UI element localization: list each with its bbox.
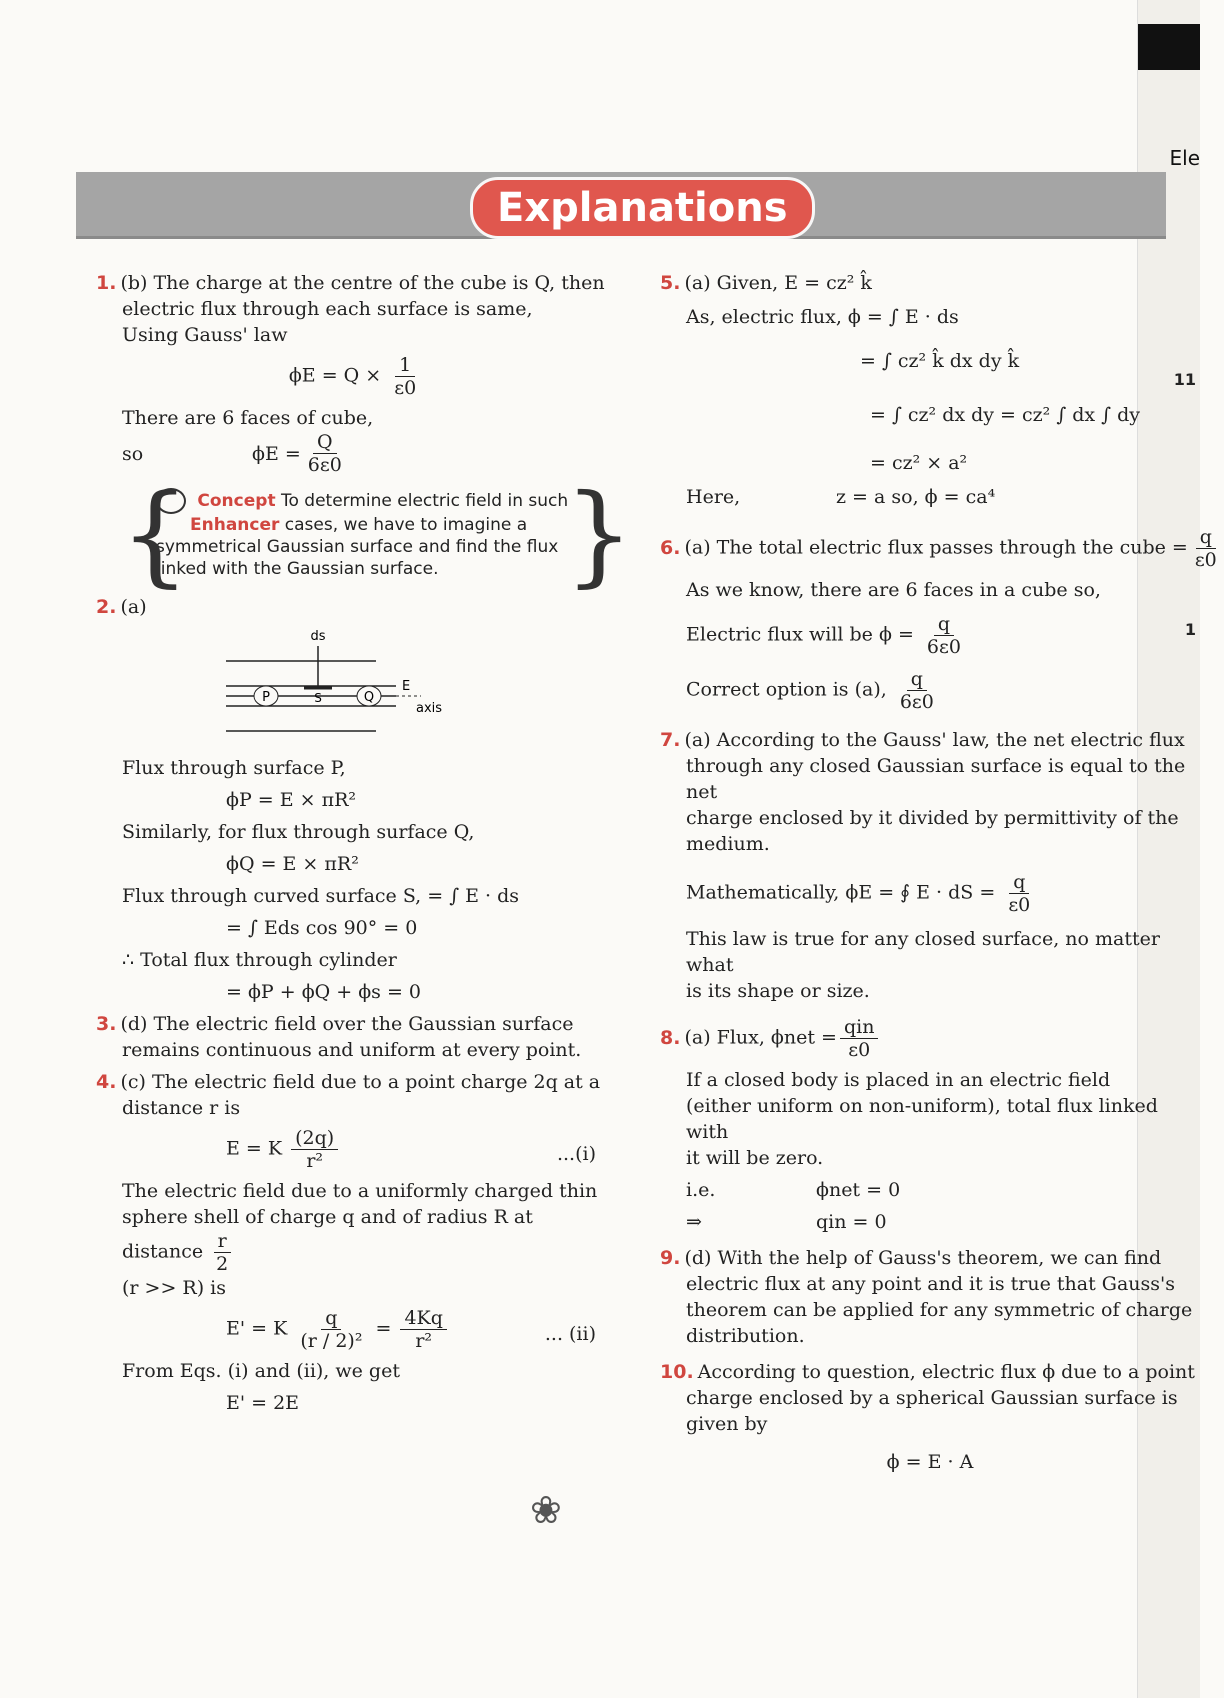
ds-label: ds (310, 629, 326, 644)
running-header: Ele (1169, 146, 1200, 170)
equation: E' = K $\frac{q}{\text{(r / 2)²}}$ = $\frac{4Kq}{\text{r²}}$ ... (ii) (226, 1307, 596, 1352)
question-number: 10. (660, 1361, 694, 1383)
text-line: As, electric flux, ϕ = ∫ E · ds (686, 306, 959, 328)
text-line: The electric field due to a uniformly charged thin (122, 1180, 598, 1202)
question-number: 5. (660, 272, 681, 294)
answer-8: 8. (a) Flux, ϕnet = $\frac{\text{qin}}{\varepsilon 0}$ If a closed body is placed in an electric field (either uniform on non-uniform), total flux linked with it will be zero. i.e. ϕnet = 0 ⇒ qin = 0 (660, 1016, 1200, 1235)
equation: ϕ = E · A (886, 1451, 974, 1473)
text-line: Flux through surface P, (122, 757, 346, 779)
text-line: From Eqs. (i) and (ii), we get (122, 1360, 400, 1382)
answer-9 (660, 1245, 1200, 1349)
text-line: ∴ Total flux through cylinder (122, 949, 397, 971)
question-number: 3. (96, 1013, 117, 1035)
text-line: symmetrical Gaussian surface and find the flux (156, 537, 559, 557)
text-line: medium. (686, 833, 770, 855)
answer-6: 6. (a) The total electric flux passes through the cube = $\frac{q}{\varepsilon 0}$ As we know, there are 6 faces in a cube so, Electric flux will be ϕ = $\frac{q}{6\varepsilon 0}$ Correct option is (a), $\frac{q}{6\varepsilon 0}$ (660, 526, 1217, 713)
text-line: (r >> R) is (122, 1277, 226, 1299)
text-line: distribution. (686, 1325, 805, 1347)
question-number: 6. (660, 536, 681, 559)
text-line: Correct option is (a), $\frac{q}{6\varepsilon 0}$ (686, 668, 934, 713)
text-line: According to question, electric flux ϕ due to a point (697, 1361, 1195, 1383)
text-line: is its shape or size. (686, 980, 870, 1002)
text-line: (a) According to the Gauss' law, the net electric flux (684, 729, 1185, 751)
chapter-tab (1138, 24, 1200, 70)
equation: E' = 2E (226, 1392, 300, 1414)
cylinder-flux-diagram (206, 626, 466, 736)
text-line: linked with the Gaussian surface. (156, 559, 439, 579)
concept-label: Enhancer (190, 515, 280, 535)
equation: so ϕE = $\frac{Q}{6\varepsilon 0}$ (122, 431, 342, 476)
right-column (660, 270, 1217, 1481)
question-number: 7. (660, 729, 681, 751)
equation: = cz² × a² (870, 452, 968, 474)
equation: = ∫ cz² dx dy = cz² ∫ dx ∫ dy (870, 404, 1141, 426)
axis-label: axis (416, 701, 443, 716)
text-line: given by (686, 1413, 768, 1435)
margin-mark: 11 (1173, 370, 1196, 389)
question-number: 8. (660, 1026, 681, 1049)
equation: ⇒ qin = 0 (686, 1211, 887, 1233)
text-line: distance r is (122, 1097, 241, 1119)
text-line: (either uniform on non-uniform), total flux linked with (686, 1095, 1158, 1143)
equation: i.e. ϕnet = 0 (686, 1179, 901, 1201)
answer-4 (96, 1069, 616, 1416)
text-line: To determine electric field in such (280, 491, 569, 511)
question-number: 9. (660, 1247, 681, 1269)
text-line: (a) Given, E = cz² k̂ (684, 272, 872, 294)
text-line: Flux through curved surface S, = ∫ E · ds (122, 885, 520, 907)
text-line: charge enclosed by a spherical Gaussian surface is (686, 1387, 1178, 1409)
equation: = ϕP + ϕQ + ϕs = 0 (226, 981, 422, 1003)
text-line: This law is true for any closed surface, no matter what (686, 928, 1160, 976)
text-line: sphere shell of charge q and of radius R at distance $\frac{r}{2}$ (122, 1206, 533, 1275)
equation: E = K $\frac{(2q)}{\text{r²}}$ ...(i) (226, 1127, 596, 1172)
text-line: remains continuous and uniform at every point. (122, 1039, 582, 1061)
P-label: P (262, 690, 270, 705)
text-line: Electric flux will be ϕ = $\frac{q}{6\varepsilon 0}$ (686, 613, 961, 658)
equation: ϕP = E × πR² (226, 789, 357, 811)
text-line: Mathematically, ϕE = ∮ E · dS = $\frac{q}{\varepsilon 0}$ (686, 871, 1031, 916)
equation: = ∫ Eds cos 90° = 0 (226, 917, 418, 939)
answer-7 (660, 727, 1200, 1004)
text-line: electric flux at any point and it is true that Gauss's (686, 1273, 1175, 1295)
text-line: theorem can be applied for any symmetric of charge (686, 1299, 1193, 1321)
answer-1 (96, 270, 616, 476)
text-line: through any closed Gaussian surface is equal to the net (686, 755, 1186, 803)
text-line: There are 6 faces of cube, (122, 407, 374, 429)
concept-enhancer-box (120, 470, 634, 598)
question-number: 2. (96, 596, 117, 618)
stamp-smudge-icon: ❀ (530, 1488, 562, 1532)
text-line: As we know, there are 6 faces in a cube so, (686, 579, 1101, 601)
question-number: 1. (96, 272, 117, 294)
answer-3 (96, 1011, 616, 1063)
text-line: (c) The electric field due to a point charge 2q at a (120, 1071, 601, 1093)
Q-label: Q (363, 690, 375, 705)
text-line: charge enclosed by it divided by permittivity of the (686, 807, 1179, 829)
margin-mark: 1 (1184, 620, 1196, 639)
answer-2 (96, 594, 616, 1005)
equation: ϕQ = E × πR² (226, 853, 359, 875)
equation-tag: ...(i) (556, 1143, 596, 1165)
equation: = ∫ cz² k̂ dx dy k̂ (860, 350, 1020, 372)
brace-left: { (120, 470, 190, 598)
left-column (96, 270, 634, 1422)
text-line: (b) The charge at the centre of the cube is Q, then (120, 272, 605, 294)
answer-5 (660, 270, 1200, 510)
text-line: (a) (120, 596, 147, 618)
text-line: Similarly, for flux through surface Q, (122, 821, 475, 843)
text-line: cases, we have to imagine a (284, 515, 528, 535)
brace-right: } (564, 470, 634, 598)
equation: Here, z = a so, ϕ = ca⁴ (686, 486, 996, 508)
text-line: (d) With the help of Gauss's theorem, we can find (684, 1247, 1162, 1269)
concept-label: Concept (197, 491, 276, 511)
text-line: (a) The total electric flux passes through the cube = (684, 536, 1188, 559)
text-line: (a) Flux, ϕnet = (684, 1026, 837, 1049)
question-number: 4. (96, 1071, 117, 1093)
text-line: (d) The electric field over the Gaussian surface (120, 1013, 574, 1035)
equation: ϕE = Q × $\frac{1}{\varepsilon 0}$ (288, 354, 417, 399)
text-line: electric flux through each surface is same, (122, 298, 533, 320)
text-line: it will be zero. (686, 1147, 824, 1169)
answer-10 (660, 1359, 1200, 1475)
S-label: S (314, 691, 322, 705)
section-title: Explanations (470, 177, 815, 239)
equation-tag: ... (ii) (544, 1323, 596, 1345)
text-line: If a closed body is placed in an electric field (686, 1069, 1111, 1091)
E-label: E (402, 679, 411, 694)
text-line: Using Gauss' law (122, 324, 288, 346)
